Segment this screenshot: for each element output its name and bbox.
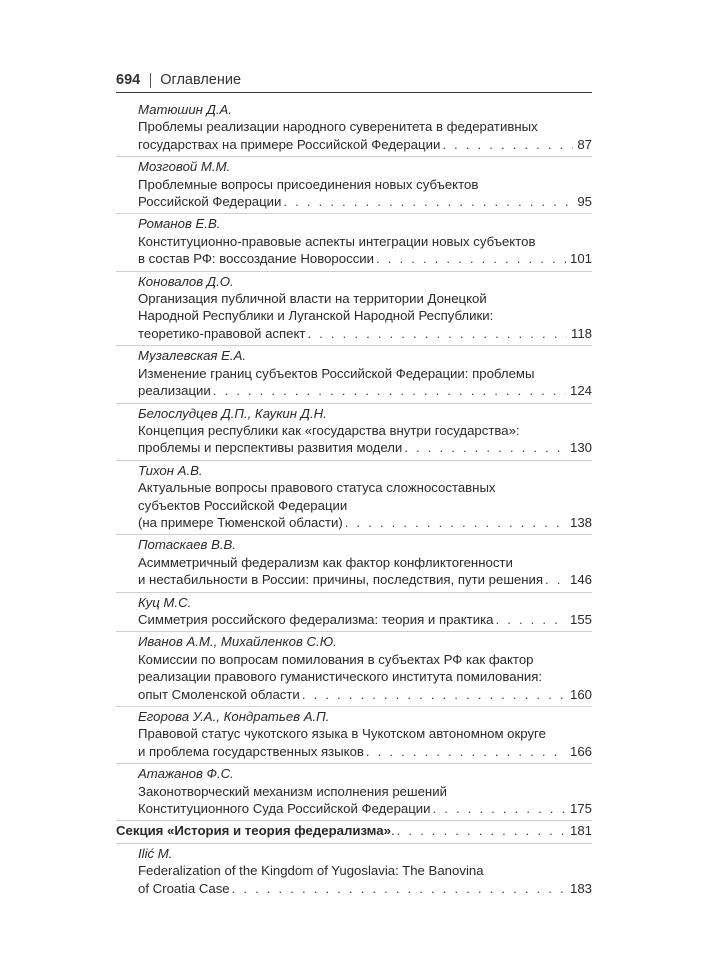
entry-author: Иванов А.М., Михайленков С.Ю. — [138, 634, 337, 650]
header-rule — [116, 92, 592, 93]
toc-entry[interactable] — [116, 272, 592, 347]
dot-leader — [307, 325, 567, 342]
dot-leader — [376, 250, 566, 267]
entry-author: Потаскаев В.В. — [138, 537, 237, 553]
entry-page-number: 101 — [569, 251, 592, 267]
toc-entry[interactable] — [116, 632, 592, 707]
entry-title-text: в состав РФ: воссоздание Новороссии — [138, 251, 375, 267]
dot-leader — [366, 743, 566, 760]
entry-title-text: Симметрия российского федерализма: теория и практика — [138, 611, 494, 627]
entry-title-text: и нестабильности в России: причины, последствия, пути решения — [138, 572, 544, 588]
toc-entry[interactable] — [116, 707, 592, 764]
toc-entry[interactable] — [116, 844, 592, 900]
entry-title-text: Российской Федерации — [138, 194, 282, 210]
entry-author: Мозговой М.М. — [138, 159, 231, 175]
entry-title-line: реализации правового гуманистического института помилования: — [138, 669, 543, 685]
page-number: 694 — [116, 72, 141, 88]
entry-title-line: Народной Республики и Луганской Народной Республики: — [138, 308, 494, 324]
entry-title-line — [116, 193, 592, 210]
toc-entry[interactable] — [116, 593, 592, 633]
entry-title-line: Комиссии по вопросам помилования в субъектах РФ как фактор — [138, 651, 534, 667]
dot-leader — [442, 136, 573, 153]
entry-title-line — [116, 136, 592, 153]
toc-entry[interactable] — [116, 535, 592, 592]
entry-page-number: 166 — [569, 743, 592, 759]
section-name: «История и теория федерализма» — [167, 823, 391, 839]
entry-title-line — [116, 880, 592, 897]
dot-leader — [345, 514, 566, 531]
entry-page-number: 87 — [577, 136, 592, 152]
toc-entry[interactable] — [116, 157, 592, 214]
entry-title-line — [116, 743, 592, 760]
entry-title-line: Изменение границ субъектов Российской Федерации: проблемы — [138, 365, 535, 381]
entry-title-line — [116, 250, 592, 267]
entry-title-line — [116, 800, 592, 817]
dot-leader — [283, 193, 573, 210]
entry-page-number: 175 — [569, 801, 592, 817]
entry-author: Куц М.С. — [138, 594, 192, 610]
entry-author: Романов Е.В. — [138, 216, 221, 232]
dot-leader — [232, 880, 566, 897]
entry-title-line — [116, 514, 592, 531]
toc-entry[interactable] — [116, 764, 592, 821]
entry-title-line: Проблемы реализации народного суверенитета в федеративных — [138, 119, 538, 135]
section-line — [116, 822, 592, 839]
dot-leader — [545, 571, 566, 588]
dot-leader — [397, 822, 566, 839]
entry-title-line — [116, 571, 592, 588]
toc-entry[interactable] — [116, 100, 592, 157]
table-of-contents — [116, 100, 592, 900]
entry-title-line: Законотворческий механизм исполнения решений — [138, 783, 447, 799]
section-title — [116, 822, 395, 839]
entry-author: Атажанов Ф.С. — [138, 766, 234, 782]
entry-title-line — [116, 439, 592, 456]
entry-page-number: 138 — [569, 514, 592, 530]
entry-author: Белослудцев Д.П., Каукин Д.Н. — [138, 405, 327, 421]
entry-page-number: 155 — [569, 611, 592, 627]
section-prefix: Секция — [116, 823, 168, 839]
toc-entry[interactable] — [116, 214, 592, 271]
section-suffix: . — [390, 823, 395, 839]
header-separator — [150, 73, 151, 88]
entry-title-text: реализации — [138, 383, 211, 399]
entry-title-text: государствах на примере Российской Федерации — [138, 136, 441, 152]
dot-leader — [302, 686, 566, 703]
entry-title-text: (на примере Тюменской области) — [138, 514, 343, 530]
toc-entry[interactable] — [116, 346, 592, 403]
dot-leader — [433, 800, 566, 817]
section-page-number: 181 — [569, 823, 592, 839]
entry-page-number: 183 — [569, 880, 592, 896]
entry-author: Музалевская Е.А. — [138, 348, 247, 364]
entry-title-text: of Croatia Case — [138, 880, 230, 896]
toc-entry[interactable] — [116, 461, 592, 536]
entry-title-line — [116, 382, 592, 399]
entry-title-line: Проблемные вопросы присоединения новых субъектов — [138, 176, 479, 192]
entry-page-number: 95 — [577, 194, 592, 210]
entry-page-number: 160 — [569, 686, 592, 702]
entry-page-number: 146 — [569, 572, 592, 588]
entry-title-text: теоретико-правовой аспект — [138, 325, 306, 341]
dot-leader — [213, 382, 566, 399]
entry-author: Тихон А.В. — [138, 462, 203, 478]
entry-page-number: 118 — [570, 325, 592, 341]
entry-page-number: 130 — [569, 440, 592, 456]
entry-title-line: Организация публичной власти на территории Донецкой — [138, 291, 487, 307]
entry-title-line — [116, 686, 592, 703]
entry-title-line: Актуальные вопросы правового статуса сложносоставных — [138, 480, 496, 496]
entry-title-line — [116, 325, 592, 342]
entry-title-line — [116, 611, 592, 628]
entry-title-line: Конституционно-правовые аспекты интеграции новых субъектов — [138, 233, 536, 249]
entry-author: Егорова У.А., Кондратьев А.П. — [138, 709, 330, 724]
header-title: Оглавление — [160, 72, 242, 88]
toc-entry[interactable] — [116, 404, 592, 461]
dot-leader — [495, 611, 566, 628]
entry-title-text: опыт Смоленской области — [138, 686, 300, 702]
entry-title-line: Правовой статус чукотского языка в Чукотском автономном округе — [138, 726, 546, 742]
entry-title-text: Конституционного Суда Российской Федерации — [138, 801, 431, 817]
entry-author: Матюшин Д.А. — [138, 102, 232, 117]
entry-author: Ilić M. — [138, 845, 173, 861]
running-header — [116, 70, 592, 90]
entry-title-line: субъектов Российской Федерации — [138, 497, 348, 513]
dot-leader — [404, 439, 566, 456]
entry-title-text: и проблема государственных языков — [138, 743, 364, 759]
entry-author: Коновалов Д.О. — [138, 273, 234, 289]
section-heading[interactable] — [116, 821, 592, 843]
entry-page-number: 124 — [569, 383, 592, 399]
entry-title-text: проблемы и перспективы развития модели — [138, 440, 403, 456]
entry-title-line: Асимметричный федерализм как фактор конфликтогенности — [138, 554, 513, 570]
entry-title-line: Концепция республики как «государства внутри государства»: — [138, 422, 520, 438]
entry-title-line: Federalization of the Kingdom of Yugoslavia: The Banovina — [138, 863, 484, 879]
